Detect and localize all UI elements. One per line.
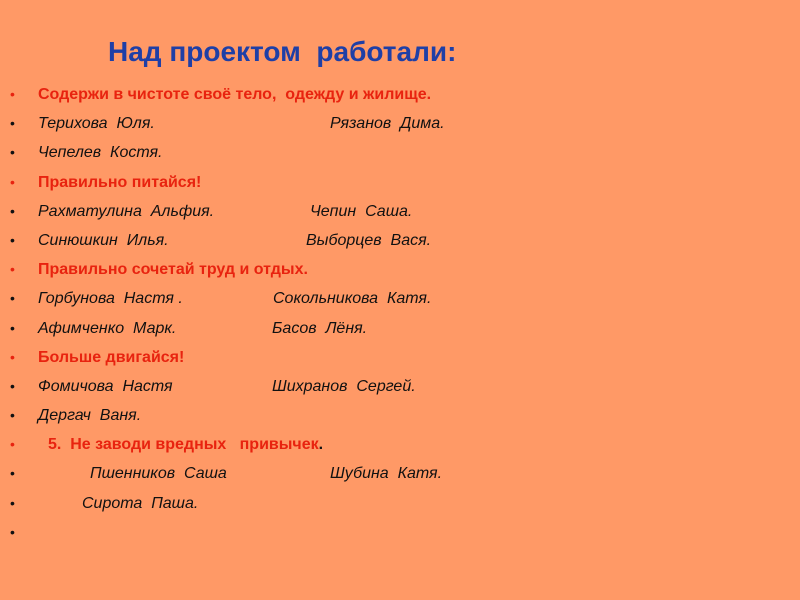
bullet-icon: • bbox=[10, 86, 15, 102]
bullet-icon: • bbox=[10, 348, 15, 365]
bullet-icon: • bbox=[10, 494, 15, 511]
participant-name: Фомичова Настя bbox=[38, 377, 173, 395]
rule-heading: Правильно питайся! bbox=[38, 173, 202, 191]
list-item bbox=[0, 372, 800, 401]
list-item bbox=[0, 197, 800, 226]
bullet-icon: • bbox=[10, 523, 15, 540]
participant-name: Басов Лёня. bbox=[272, 319, 368, 337]
bullet-icon: • bbox=[10, 290, 15, 307]
bullet-icon: • bbox=[10, 231, 15, 248]
list-item bbox=[0, 109, 800, 138]
rule-heading bbox=[48, 430, 323, 459]
rule-heading-period: . bbox=[318, 436, 324, 454]
list-item bbox=[0, 459, 800, 488]
bullet-icon: • bbox=[10, 115, 15, 132]
participant-name: Пшенников Саша bbox=[90, 465, 227, 483]
list-item bbox=[0, 489, 800, 518]
list-item bbox=[0, 518, 800, 547]
list-item bbox=[0, 226, 800, 255]
list-item bbox=[0, 255, 800, 284]
bullet-icon: • bbox=[10, 319, 15, 336]
bullet-icon: • bbox=[10, 465, 15, 482]
participant-name: Рязанов Дима. bbox=[330, 115, 445, 133]
list-item bbox=[0, 343, 800, 372]
participant-name: Горбунова Настя . bbox=[38, 290, 183, 308]
list-item bbox=[0, 284, 800, 313]
list-item bbox=[0, 138, 800, 167]
participant-name: Сокольникова Катя. bbox=[273, 290, 432, 308]
participant-name: Синюшкин Илья. bbox=[38, 231, 169, 249]
participant-name: Рахматулина Альфия. bbox=[38, 202, 215, 220]
participant-name: Выборцев Вася. bbox=[306, 231, 432, 249]
participant-name: Сирота Паша. bbox=[82, 494, 199, 512]
participant-name: Шубина Катя. bbox=[330, 465, 443, 483]
participant-name: Дергач Ваня. bbox=[38, 407, 142, 425]
list-item bbox=[0, 430, 800, 459]
bullet-icon: • bbox=[10, 377, 15, 394]
list-item bbox=[0, 168, 800, 197]
rule-heading-text: 5. Не заводи вредных привычек bbox=[48, 436, 319, 454]
project-team-list bbox=[0, 80, 800, 547]
page-title: Над проектом работали: bbox=[108, 36, 457, 67]
participant-name: Афимченко Марк. bbox=[38, 319, 177, 337]
participant-name: Чепин Саша. bbox=[310, 202, 413, 220]
bullet-icon: • bbox=[10, 261, 15, 278]
rule-heading: Больше двигайся! bbox=[38, 348, 185, 366]
list-item bbox=[0, 401, 800, 430]
rule-heading: Содержи в чистоте своё тело, одежду и жилище. bbox=[38, 86, 432, 103]
list-item bbox=[0, 80, 800, 109]
rule-heading: Правильно сочетай труд и отдых. bbox=[38, 261, 308, 279]
participant-name: Чепелев Костя. bbox=[38, 144, 163, 162]
bullet-icon: • bbox=[10, 173, 15, 190]
bullet-icon: • bbox=[10, 407, 15, 424]
participant-name: Терихова Юля. bbox=[38, 115, 155, 133]
bullet-icon: • bbox=[10, 144, 15, 161]
bullet-icon: • bbox=[10, 436, 15, 453]
participant-name: Шихранов Сергей. bbox=[272, 377, 416, 395]
list-item bbox=[0, 314, 800, 343]
bullet-icon: • bbox=[10, 202, 15, 219]
